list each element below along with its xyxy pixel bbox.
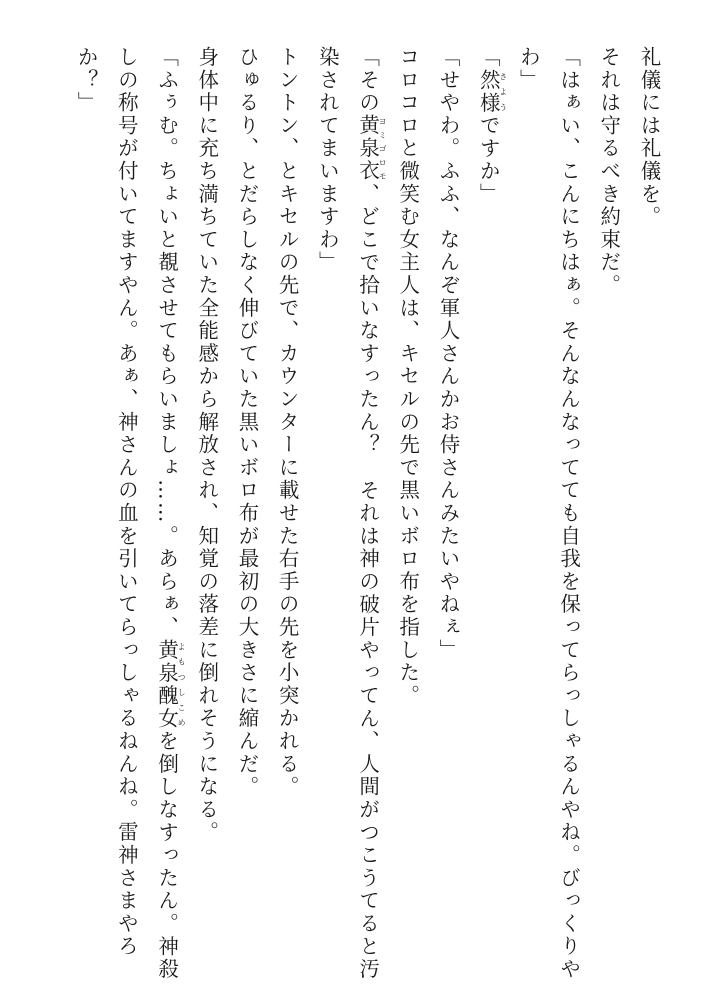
text-line-2: それは守るべき約束だ。 (596, 46, 621, 297)
text-line-8: トントン、とキセルの先で、カウンターに載せた右手の先を小突かれる。 (275, 46, 300, 799)
ruby-yomotsushikome: 黄泉醜女よもつしこめ (154, 638, 187, 731)
text-line-3: 「はぁい、こんにちはぁ。そんなんなってても自我を保ってらっしゃるんやね。びっくりやわ」 (516, 46, 581, 981)
text-line-4: 「然様さようですか」 (476, 46, 508, 206)
text-line-1: 礼儀には礼儀を。 (637, 46, 661, 229)
text-line-6: コロコロと微笑む女主人は、キセルの先で黒いボロ布を指した。 (395, 46, 420, 708)
vertical-text-body (66, 46, 669, 986)
ruby-sayou: 然様さよう (476, 68, 508, 115)
text-line-11: 「ふぅむ。ちょいと覩させてもらいましょ……。あらぁ、黄泉醜女よもつしこめを倒しなすったん。神殺しの称号が付いてますやん。あぁ、神さんの血を引いてらっしゃるねんね。雷神さまやろか？」 (74, 46, 187, 981)
text-line-10: 身体中に充ち満ちていた全能感から解放され、知覚の落差に倒れそうになる。 (194, 46, 219, 844)
ruby-yomigoromo: 黄泉衣ヨミゴロモ (355, 114, 388, 183)
text-line-9: ひゅるり、とだらしなく伸びていた黒いボロ布が最初の大きさに縮んだ。 (234, 46, 259, 799)
text-line-7: 「その黄泉衣ヨミゴロモ、どこで拾いなすったん？ それは神の破片やってん、人間がつこうてると汚染されてまいますわ」 (315, 46, 388, 981)
text-line-5: 「せやわ。ふふ、なんぞ軍人さんかお侍さんみたいやねぇ」 (435, 46, 460, 662)
